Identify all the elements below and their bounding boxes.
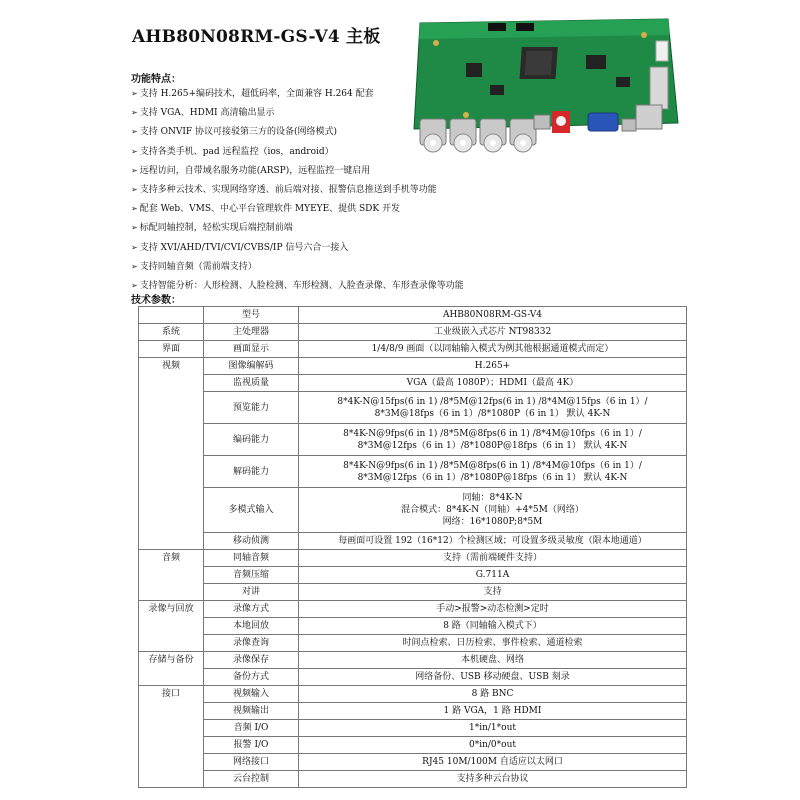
param-label: 录像方式 — [204, 601, 299, 618]
feature-text: 支持 XVI/AHD/TVI/CVI/CVBS/IP 信号六合一接入 — [139, 242, 349, 253]
param-label: 音频压缩 — [204, 567, 299, 584]
group-cell: 视频 — [139, 358, 204, 550]
param-value: 手动>报警>动态检测>定时 — [299, 601, 687, 618]
param-value: 本机硬盘、网络 — [299, 652, 687, 669]
feature-text: 标配同轴控制，轻松实现后端控制前端 — [139, 223, 293, 234]
param-value: 8*4K-N@9fps(6 in 1) /8*5M@8fps(6 in 1) /8*4M@10fps（6 in 1）/ 8*3M@12fps（6 in 1）/8*1080P@18fps（6 in 1） 默认 4K-N — [299, 424, 687, 456]
param-label: 多模式输入 — [204, 488, 299, 533]
feature-text: 支持 VGA、HDMI 高清输出显示 — [139, 108, 275, 119]
feature-text: 配套 Web、VMS、中心平台管理软件 MYEYE、提供 SDK 开发 — [139, 204, 400, 215]
param-value: H.265+ — [299, 358, 687, 375]
table-row — [139, 488, 687, 533]
specs-table — [138, 306, 687, 788]
table-row — [139, 703, 687, 720]
table-row — [139, 341, 687, 358]
table-row — [139, 584, 687, 601]
table-row — [139, 771, 687, 788]
feature-item — [131, 199, 691, 218]
param-label: 解码能力 — [204, 456, 299, 488]
feature-item — [131, 122, 691, 141]
table-row — [139, 601, 687, 618]
table-row — [139, 550, 687, 567]
param-value: 工业级嵌入式芯片 NT98332 — [299, 324, 687, 341]
feature-text: 支持 ONVIF 协议可接驳第三方的设备(网络模式) — [139, 127, 338, 138]
param-value: 8*4K-N@9fps(6 in 1) /8*5M@8fps(6 in 1) /8*4M@10fps（6 in 1）/ 8*3M@12fps（6 in 1）/8*1080P@18fps（6 in 1） 默认 4K-N — [299, 456, 687, 488]
param-label: 视频输出 — [204, 703, 299, 720]
table-row — [139, 737, 687, 754]
param-label: 音频 I/O — [204, 720, 299, 737]
param-value: 支持多种云台协议 — [299, 771, 687, 788]
feature-item — [131, 142, 691, 161]
param-value: 网络备份、USB 移动硬盘、USB 刻录 — [299, 669, 687, 686]
table-row — [139, 635, 687, 652]
features-list — [131, 84, 691, 295]
group-cell: 接口 — [139, 686, 204, 788]
table-row — [139, 618, 687, 635]
arrow-bullet-icon: ➢ — [131, 242, 138, 252]
param-value: 0*in/0*out — [299, 737, 687, 754]
param-label: 云台控制 — [204, 771, 299, 788]
param-value: 同轴：8*4K-N 混合模式：8*4K-N（同轴）+4*5M（网络） 网络：16*1080P;8*5M — [299, 488, 687, 533]
table-row — [139, 307, 687, 324]
param-value: 1/4/8/9 画面（以同轴输入模式为例其他根据通道模式而定） — [299, 341, 687, 358]
feature-text: 支持 H.265+编码技术，超低码率，全面兼容 H.264 配套 — [139, 89, 374, 99]
param-label: 型号 — [204, 307, 299, 324]
param-value: 支持 — [299, 584, 687, 601]
param-label: 移动侦测 — [204, 533, 299, 550]
param-label: 本地回放 — [204, 618, 299, 635]
arrow-bullet-icon: ➢ — [131, 280, 138, 290]
param-label: 同轴音频 — [204, 550, 299, 567]
param-label: 画面显示 — [204, 341, 299, 358]
feature-item — [131, 161, 691, 180]
param-label: 网络接口 — [204, 754, 299, 771]
param-label: 图像编解码 — [204, 358, 299, 375]
table-row — [139, 652, 687, 669]
param-label: 主处理器 — [204, 324, 299, 341]
feature-item — [131, 276, 691, 295]
arrow-bullet-icon: ➢ — [131, 89, 138, 98]
arrow-bullet-icon: ➢ — [131, 184, 138, 194]
param-value: 每画面可设置 192（16*12）个检测区域；可设置多级灵敏度（限本地通道） — [299, 533, 687, 550]
arrow-bullet-icon: ➢ — [131, 146, 138, 156]
feature-item — [131, 257, 691, 276]
specs-heading: 技术参数： — [131, 295, 181, 306]
feature-item — [131, 180, 691, 199]
feature-text: 支持多种云技术、实现网络穿透、前后端对接、报警信息推送到手机等功能 — [139, 184, 437, 195]
table-row — [139, 686, 687, 703]
param-label: 录像保存 — [204, 652, 299, 669]
group-cell: 存储与备份 — [139, 652, 204, 686]
param-label: 监视质量 — [204, 375, 299, 392]
feature-item — [131, 103, 691, 122]
table-row — [139, 375, 687, 392]
param-label: 备份方式 — [204, 669, 299, 686]
param-label: 对讲 — [204, 584, 299, 601]
table-row — [139, 358, 687, 375]
table-row — [139, 669, 687, 686]
feature-text: 支持各类手机、pad 远程监控（ios，android） — [139, 146, 334, 157]
arrow-bullet-icon: ➢ — [131, 108, 138, 118]
param-label: 编码能力 — [204, 424, 299, 456]
table-row — [139, 392, 687, 424]
features-heading: 功能特点： — [131, 74, 181, 85]
param-value: AHB80N08RM-GS-V4 — [299, 307, 687, 324]
feature-item — [131, 84, 691, 103]
param-label: 视频输入 — [204, 686, 299, 703]
arrow-bullet-icon: ➢ — [131, 261, 138, 271]
table-row — [139, 424, 687, 456]
feature-text: 远程访问，自带域名服务功能(ARSP)，远程监控一键启用 — [139, 165, 371, 176]
table-row — [139, 324, 687, 341]
table-row — [139, 567, 687, 584]
table-row — [139, 720, 687, 737]
group-cell: 系统 — [139, 324, 204, 341]
arrow-bullet-icon: ➢ — [131, 223, 138, 233]
group-cell: 录像与回放 — [139, 601, 204, 652]
group-cell: 界面 — [139, 341, 204, 358]
param-label: 录像查询 — [204, 635, 299, 652]
param-value: 支持（需前端硬件支持） — [299, 550, 687, 567]
param-value: 8*4K-N@15fps(6 in 1) /8*5M@12fps(6 in 1) /8*4M@15fps（6 in 1）/ 8*3M@18fps（6 in 1）/8*1080P（6 in 1） 默认 4K-N — [299, 392, 687, 424]
arrow-bullet-icon: ➢ — [131, 127, 138, 137]
feature-text: 支持同轴音频（需前端支持） — [139, 261, 257, 272]
param-value: 8 路 BNC — [299, 686, 687, 703]
feature-item — [131, 218, 691, 237]
param-value: VGA（最高 1080P）；HDMI（最高 4K） — [299, 375, 687, 392]
param-value: RJ45 10M/100M 自适应以太网口 — [299, 754, 687, 771]
param-label: 预览能力 — [204, 392, 299, 424]
feature-item — [131, 238, 691, 257]
page-title: AHB80N08RM-GS-V4 主板 — [132, 27, 381, 47]
table-row — [139, 754, 687, 771]
arrow-bullet-icon: ➢ — [131, 204, 138, 214]
param-value: 时间点检索、日历检索、事件检索、通道检索 — [299, 635, 687, 652]
param-value: G.711A — [299, 567, 687, 584]
param-label: 报警 I/O — [204, 737, 299, 754]
table-row — [139, 456, 687, 488]
group-cell: 音频 — [139, 550, 204, 601]
group-cell — [139, 307, 204, 324]
table-row — [139, 533, 687, 550]
param-value: 1 路 VGA，1 路 HDMI — [299, 703, 687, 720]
param-value: 1*in/1*out — [299, 720, 687, 737]
param-value: 8 路（同轴输入模式下） — [299, 618, 687, 635]
feature-text: 支持智能分析：人形检测、人脸检测、车形检测、人脸查录像、车形查录像等功能 — [139, 280, 464, 291]
arrow-bullet-icon: ➢ — [131, 165, 138, 175]
